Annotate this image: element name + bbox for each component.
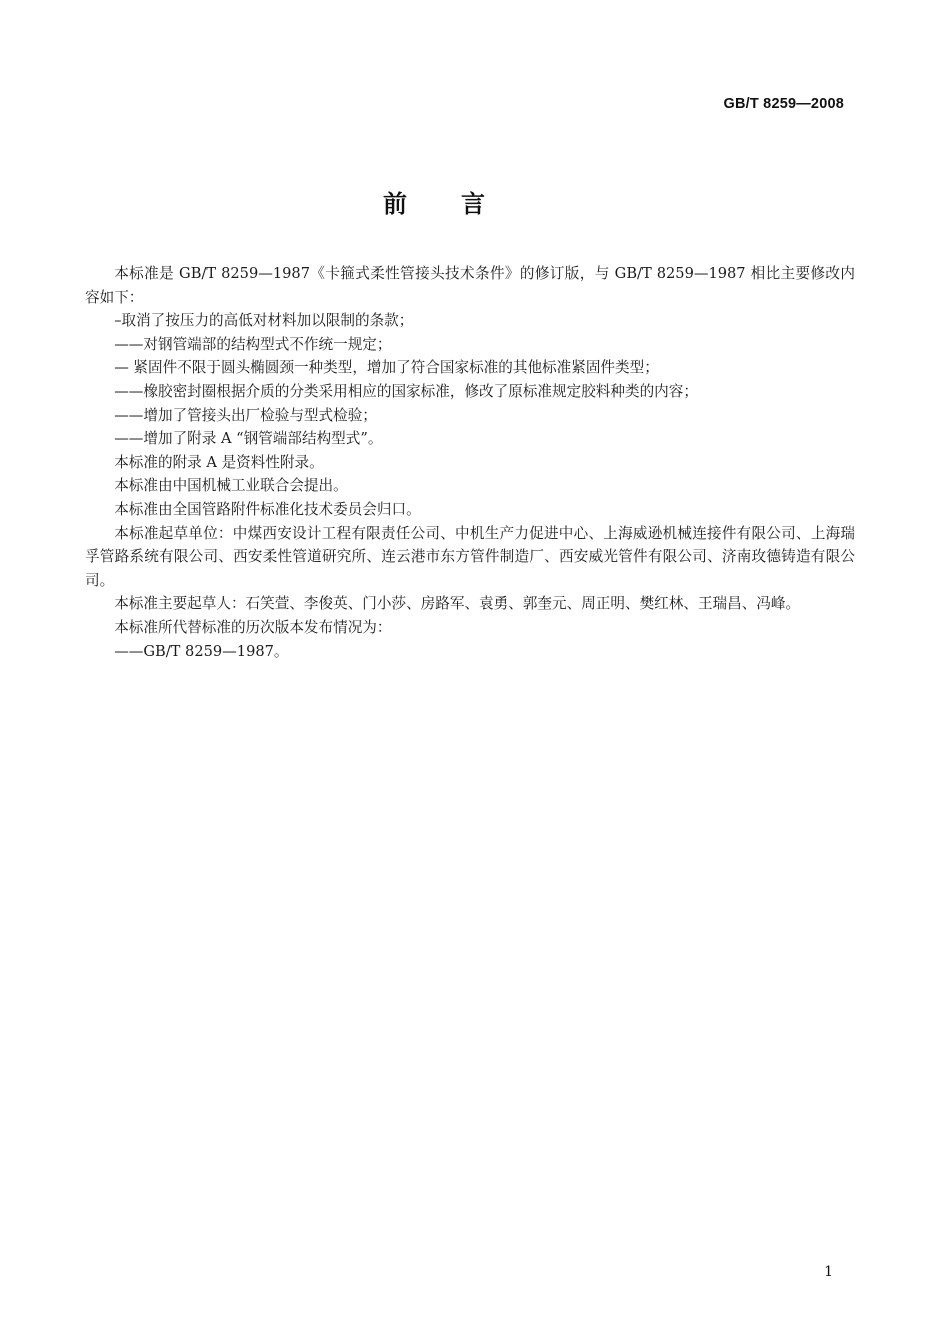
list-item-change-2: ——对钢管端部的结构型式不作统一规定； [114,335,392,353]
paragraph-drafting-units: 本标准起草单位：中煤西安设计工程有限责任公司、中机生产力促进中心、上海威逊机械连接件有限公司、上海瑞孚管路系统有限公司、西安柔性管道研究所、连云港市东方管件制造厂、西安威光管件有限公司、济南玫德铸造有限公司。 [85,524,855,589]
standard-code: GB/T 8259—2008 [723,96,844,112]
page-title: 前言 [383,190,539,218]
paragraph-history: 本标准所代替标准的历次版本发布情况为： [114,618,392,636]
foreword-body [85,262,855,663]
list-item-change-1: –取消了按压力的高低对材料加以限制的条款； [114,312,414,330]
list-item-change-3: — 紧固件不限于圆头椭圆颈一种类型，增加了符合国家标准的其他标准紧固件类型； [114,359,659,377]
list-item-history-1: ——GB/T 8259—1987。 [114,642,289,660]
paragraph-committee: 本标准由全国管路附件标准化技术委员会归口。 [114,500,421,518]
list-item-change-5: ——增加了管接头出厂检验与型式检验； [114,406,377,424]
paragraph-drafters: 本标准主要起草人：石笑萱、李俊英、门小莎、房路军、袁勇、郭奎元、周正明、樊红林、王瑞昌、冯峰。 [114,595,801,613]
list-item-change-6: ——增加了附录 A “钢管端部结构型式”。 [114,430,383,448]
list-item-change-4: ——橡胶密封圈根据介质的分类采用相应的国家标准，修改了原标准规定胶料种类的内容； [114,382,698,400]
paragraph-proposer: 本标准由中国机械工业联合会提出。 [114,477,348,495]
paragraph-intro: 本标准是 GB/T 8259—1987《卡箍式柔性管接头技术条件》的修订版，与 GB/T 8259—1987 相比主要修改内容如下： [85,265,855,306]
page-number: 1 [824,1264,833,1280]
paragraph-appendix: 本标准的附录 A 是资料性附录。 [114,453,324,471]
